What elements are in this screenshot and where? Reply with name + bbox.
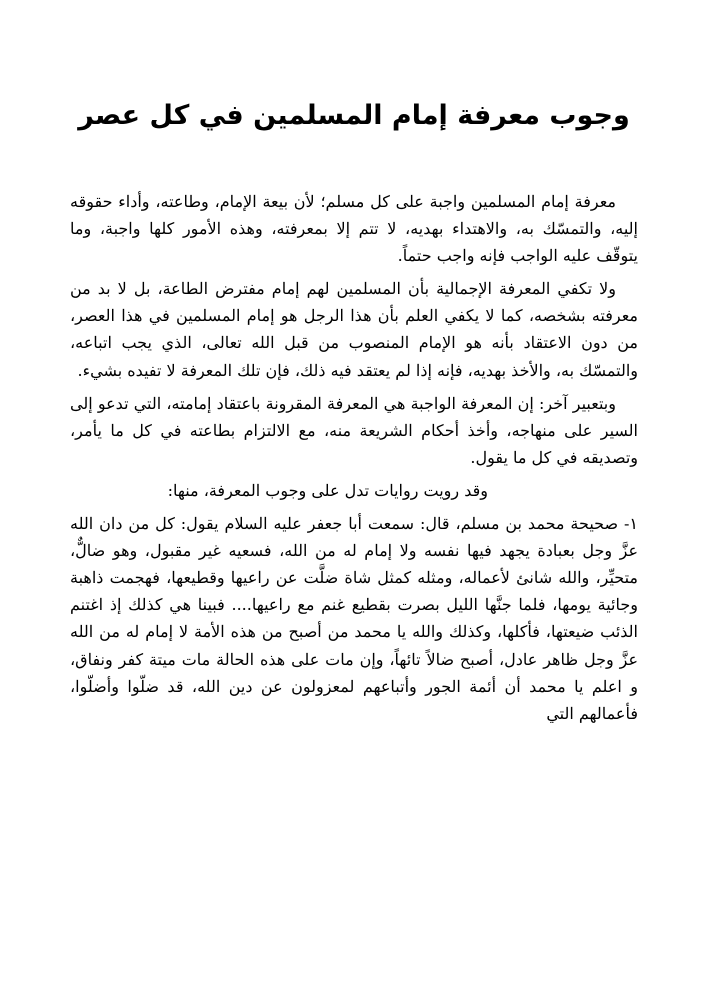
paragraph-rephrase: وبتعبير آخر: إن المعرفة الواجبة هي المعرفة المقرونة باعتقاد إمامته، التي تدعو إلى السير على منهاجه، وأخذ أحكام الشريعة منه، مع الالتزام بطاعته في كل ما يأمر، وتصديقه في كل ما يقول.: [70, 393, 638, 467]
document-body: [70, 188, 638, 733]
paragraph-intro: معرفة إمام المسلمين واجبة على كل مسلم؛ لأن بيعة الإمام، وطاعته، وأداء حقوقه إليه، والتمسّك به، والاهتداء بهديه، لا تتم إلا بمعرفته، وهذه الأمور كلها واجبة، وما يتوقّف عليه الواجب فإنه واجب حتماً.: [70, 192, 639, 266]
paragraph-knowledge: ولا تكفي المعرفة الإجمالية بأن المسلمين لهم إمام مفترض الطاعة، بل لا بد من معرفته بشخصه، كما لا يكفي العلم بأن هذا الرجل هو إمام المسلمين في هذا العصر، من دون الاعتقاد بأنه هو الإمام المنصوب من قبل الله تعالى، الذي يجب اتباعه، والتمسّك به، والأخذ بهديه، فإنه إذا لم يعتقد فيه ذلك، فإن تلك المعرفة لا تفيده بشيء.: [70, 279, 638, 380]
paragraph-narrations-intro: وقد رويت روايات تدل على وجوب المعرفة، منها:: [167, 480, 488, 500]
paragraph-narration-1: ١- صحيحة محمد بن مسلم، قال: سمعت أبا جعفر عليه السلام يقول: كل من دان الله عزَّ وجل بعبادة يجهد فيها نفسه ولا إمام له من الله، فسعيه غير مقبول، وهو ضالٌّ، متحيِّر، والله شانئ لأعماله، ومثله كمثل شاة ضلَّت عن راعيها وقطيعها، فهجمت ذاهبة وجائية يومها، فلما جنَّها الليل بصرت بقطيع غنم مع راعيها.... فبينا هي كذلك إذ اغتنم الذئب ضيعتها، فأكلها، وكذلك والله يا محمد من أصبح من هذه الأمة لا إمام له من الله عزَّ وجل ظاهر عادل، أصبح ضالاً تائهاً، وإن مات على هذه الحالة مات ميتة كفر ونفاق، و اعلم يا محمد أن أئمة الجور وأتباعهم لمعزولون عن دين الله، قد ضلّوا وأضلّوا، فأعمالهم التي: [70, 514, 639, 723]
page-title: وجوب معرفة إمام المسلمين في كل عصر: [78, 100, 630, 131]
